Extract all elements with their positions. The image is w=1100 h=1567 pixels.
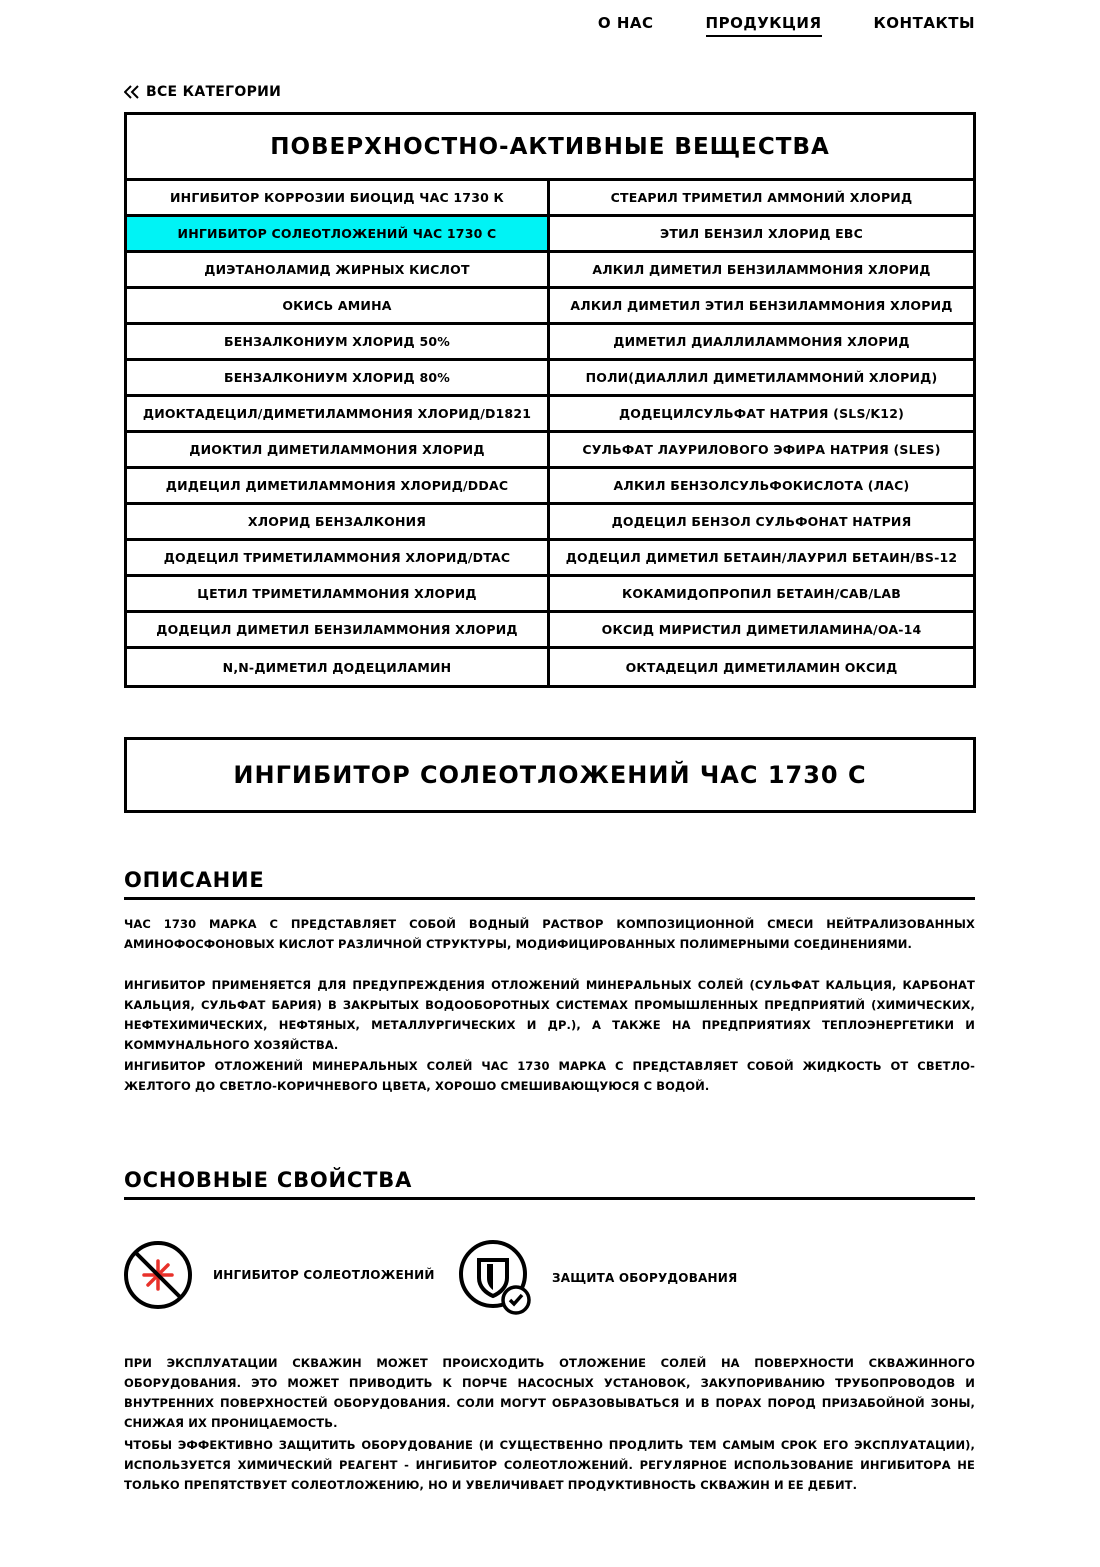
description-paragraph-2: ИНГИБИТОР ПРИМЕНЯЕТСЯ ДЛЯ ПРЕДУПРЕЖДЕНИЯ ОТЛОЖЕНИЙ МИНЕРАЛЬНЫХ СОЛЕЙ (СУЛЬФАТ КАЛЬЦИЯ, КАРБОНАТ КАЛЬЦИЯ, СУЛЬФАТ БАРИЯ) В ЗАКРЫТЫХ ВОДООБОРОТНЫХ СИСТЕМАХ ПРОМЫШЛЕННЫХ ПРЕДПРИЯТИЙ (ХИМИЧЕСКИХ, НЕФТЕХИМИЧЕСКИХ, НЕФТЯНЫХ, МЕТАЛЛУРГИЧЕСКИХ И ДР.), А ТАКЖЕ НА ПРЕДПРИЯТИЯХ ТЕПЛОЭНЕРГЕТИКИ И КОММУНАЛЬНОГО ХОЗЯЙСТВА. — [124, 978, 975, 1052]
description-paragraph-3: ИНГИБИТОР ОТЛОЖЕНИЙ МИНЕРАЛЬНЫХ СОЛЕЙ ЧАС 1730 МАРКА С ПРЕДСТАВЛЯЕТ СОБОЙ ЖИДКОСТЬ ОТ СВЕТЛО-ЖЕЛТОГО ДО СВЕТЛО-КОРИЧНЕВОГО ЦВЕТА, ХОРОШО СМЕШИВАЮЩУЮСЯ С ВОДОЙ. — [124, 1059, 975, 1093]
shield-check-icon — [458, 1240, 532, 1316]
category-title: ПОВЕРХНОСТНО-АКТИВНЫЕ ВЕЩЕСТВА — [127, 115, 973, 181]
category-item[interactable]: ОКТАДЕЦИЛ ДИМЕТИЛАМИН ОКСИД — [625, 659, 898, 675]
category-item[interactable]: ИНГИБИТОР СОЛЕОТЛОЖЕНИЙ ЧАС 1730 С — [127, 217, 550, 253]
nav-about[interactable]: О НАС — [597, 14, 654, 32]
category-item[interactable]: БЕНЗАЛКОНИУМ ХЛОРИД 50% — [127, 325, 550, 361]
double-chevron-left-icon — [124, 85, 140, 99]
nav-products[interactable]: ПРОДУКЦИЯ — [706, 14, 822, 37]
properties-paragraph-2: ЧТОБЫ ЭФФЕКТИВНО ЗАЩИТИТЬ ОБОРУДОВАНИЕ (И СУЩЕСТВЕННО ПРОДЛИТЬ ТЕМ САМЫМ СРОК ЕГО ЭКСПЛУАТАЦИИ), ИСПОЛЬЗУЕТСЯ ХИМИЧЕСКИЙ РЕАГЕНТ - ИНГИБИТОР СОЛЕОТЛОЖЕНИЙ. РЕГУЛЯРНОЕ ИСПОЛЬЗОВАНИЕ ИНГИБИТОРА НЕ ТОЛЬКО ПРЕПЯТСТВУЕТ СОЛЕОТЛОЖЕНИЮ, НО И УВЕЛИЧИВАЕТ ПРОДУКТИВНОСТЬ СКВАЖИН И ЕЕ ДЕБИТ. — [124, 1438, 975, 1492]
category-item[interactable]: АЛКИЛ ДИМЕТИЛ ЭТИЛ БЕНЗИЛАММОНИЯ ХЛОРИД — [550, 289, 973, 325]
category-item[interactable]: СТЕАРИЛ ТРИМЕТИЛ АММОНИЙ ХЛОРИД — [550, 181, 973, 217]
no-scale-icon — [123, 1240, 193, 1310]
product-title: ИНГИБИТОР СОЛЕОТЛОЖЕНИЙ ЧАС 1730 С — [124, 737, 976, 813]
category-item[interactable]: ДОДЕЦИЛ БЕНЗОЛ СУЛЬФОНАТ НАТРИЯ — [550, 505, 973, 541]
feature-scale-inhibitor-label: ИНГИБИТОР СОЛЕОТЛОЖЕНИЙ — [213, 1268, 435, 1282]
category-items-grid — [127, 181, 973, 685]
category-item[interactable]: КОКАМИДОПРОПИЛ БЕТАИН/CAB/LAB — [550, 577, 973, 613]
category-item[interactable]: ДИДЕЦИЛ ДИМЕТИЛАММОНИЯ ХЛОРИД/DDAC — [127, 469, 550, 505]
category-item[interactable]: ЦЕТИЛ ТРИМЕТИЛАММОНИЯ ХЛОРИД — [127, 577, 550, 613]
category-item[interactable]: БЕНЗАЛКОНИУМ ХЛОРИД 80% — [127, 361, 550, 397]
category-item[interactable]: ИНГИБИТОР КОРРОЗИИ БИОЦИД ЧАС 1730 К — [127, 181, 550, 217]
feature-equipment-protection — [458, 1240, 737, 1316]
category-item[interactable]: ДОДЕЦИЛ ТРИМЕТИЛАММОНИЯ ХЛОРИД/DTAC — [127, 541, 550, 577]
back-to-categories-link[interactable] — [124, 84, 281, 100]
category-item[interactable]: СУЛЬФАТ ЛАУРИЛОВОГО ЭФИРА НАТРИЯ (SLES) — [550, 433, 973, 469]
category-item[interactable]: ЭТИЛ БЕНЗИЛ ХЛОРИД EBC — [550, 217, 973, 253]
category-panel — [124, 112, 976, 688]
description-heading: ОПИСАНИЕ — [124, 868, 975, 900]
properties-heading: ОСНОВНЫЕ СВОЙСТВА — [124, 1168, 975, 1200]
category-item[interactable]: ОКИСЬ АМИНА — [127, 289, 550, 325]
category-item[interactable]: ДИЭТАНОЛАМИД ЖИРНЫХ КИСЛОТ — [127, 253, 550, 289]
nav-contacts[interactable]: КОНТАКТЫ — [873, 14, 975, 32]
category-item[interactable]: АЛКИЛ ДИМЕТИЛ БЕНЗИЛАММОНИЯ ХЛОРИД — [550, 253, 973, 289]
category-item[interactable]: ДИМЕТИЛ ДИАЛЛИЛАММОНИЯ ХЛОРИД — [550, 325, 973, 361]
category-item[interactable]: ХЛОРИД БЕНЗАЛКОНИЯ — [127, 505, 550, 541]
feature-equipment-protection-label: ЗАЩИТА ОБОРУДОВАНИЯ — [552, 1271, 738, 1285]
description-paragraph-1: ЧАС 1730 МАРКА С ПРЕДСТАВЛЯЕТ СОБОЙ ВОДНЫЙ РАСТВОР КОМПОЗИЦИОННОЙ СМЕСИ НЕЙТРАЛИЗОВАННЫХ АМИНОФОСФОНОВЫХ КИСЛОТ РАЗЛИЧНОЙ СТРУКТУРЫ, МОДИФИЦИРОВАННЫХ ПОЛИМЕРНЫМИ СОЕДИНЕНИЯМИ. — [124, 917, 975, 951]
category-item[interactable]: N,N-ДИМЕТИЛ ДОДЕЦИЛАМИН — [127, 649, 550, 685]
back-link-label: ВСЕ КАТЕГОРИИ — [146, 84, 282, 100]
category-item[interactable]: ОКСИД МИРИСТИЛ ДИМЕТИЛАМИНА/OA-14 — [550, 613, 973, 649]
category-item[interactable]: ПОЛИ(ДИАЛЛИЛ ДИМЕТИЛАММОНИЙ ХЛОРИД) — [550, 361, 973, 397]
category-item[interactable]: ДОДЕЦИЛСУЛЬФАТ НАТРИЯ (SLS/K12) — [550, 397, 973, 433]
feature-scale-inhibitor — [123, 1240, 435, 1310]
category-item[interactable]: ДИОКТАДЕЦИЛ/ДИМЕТИЛАММОНИЯ ХЛОРИД/D1821 — [127, 397, 550, 433]
category-item[interactable]: ДИОКТИЛ ДИМЕТИЛАММОНИЯ ХЛОРИД — [127, 433, 550, 469]
properties-paragraph-1: ПРИ ЭКСПЛУАТАЦИИ СКВАЖИН МОЖЕТ ПРОИСХОДИТЬ ОТЛОЖЕНИЕ СОЛЕЙ НА ПОВЕРХНОСТИ СКВАЖИННОГО ОБОРУДОВАНИЯ. ЭТО МОЖЕТ ПРИВОДИТЬ К ПОРЧЕ НАСОСНЫХ УСТАНОВОК, ЗАКУПОРИВАНИЮ ТРУБОПРОВОДОВ И ВНУТРЕННИХ ПОВЕРХНОСТЕЙ ОБОРУДОВАНИЯ. СОЛИ МОГУТ ОБРАЗОВЫВАТЬСЯ И В ПОРАХ ПОРОД ПРИЗАБОЙНОЙ ЗОНЫ, СНИЖАЯ ИХ ПРОНИЦАЕМОСТЬ. — [124, 1356, 975, 1430]
category-item[interactable]: ДОДЕЦИЛ ДИМЕТИЛ БЕТАИН/ЛАУРИЛ БЕТАИН/BS-12 — [550, 541, 973, 577]
top-nav — [598, 14, 975, 37]
category-item[interactable]: ДОДЕЦИЛ ДИМЕТИЛ БЕНЗИЛАММОНИЯ ХЛОРИД — [127, 613, 550, 649]
category-item[interactable]: АЛКИЛ БЕНЗОЛСУЛЬФОКИСЛОТА (ЛАС) — [550, 469, 973, 505]
